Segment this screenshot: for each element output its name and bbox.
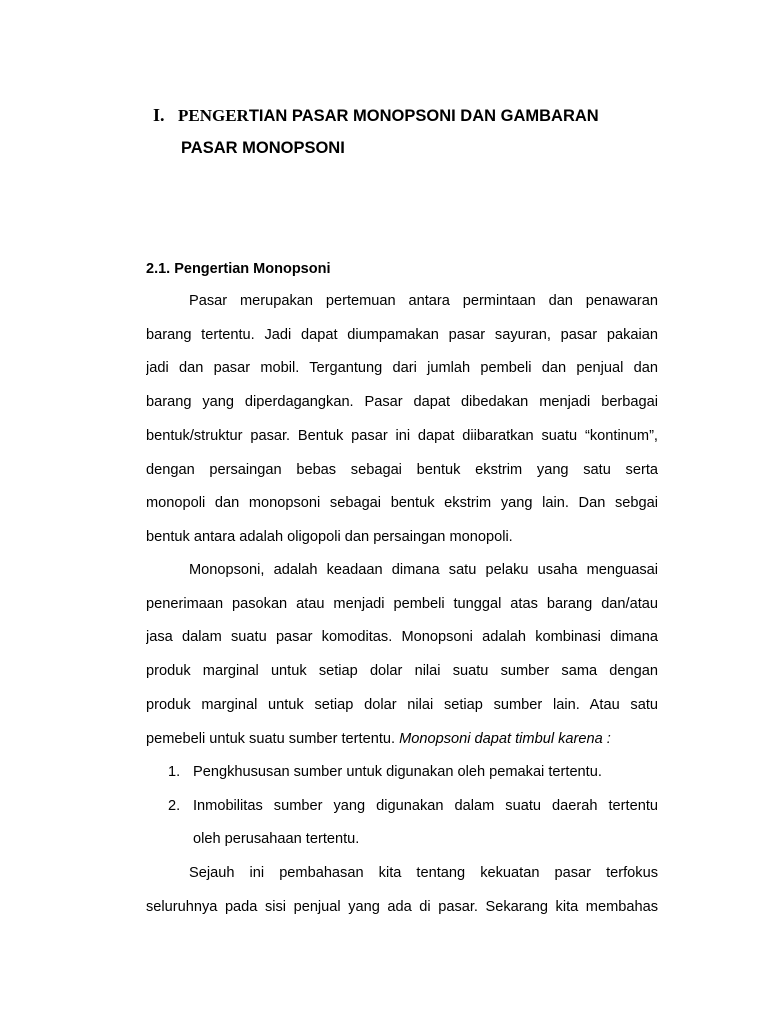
paragraph-line: produk marginal untuk setiap dolar nilai suatu sumber sama dengan: [146, 663, 658, 680]
list-item-text: Pengkhususan sumber untuk digunakan oleh pemakai tertentu.: [193, 764, 602, 780]
paragraph-line: Pasar merupakan pertemuan antara permintaan dan penawaran: [189, 293, 658, 309]
paragraph-line: Monopsoni, adalah keadaan dimana satu pelaku usaha menguasai: [189, 562, 658, 578]
paragraph-line: produk marginal untuk setiap dolar nilai setiap sumber lain. Atau satu: [146, 696, 658, 713]
paragraph-line-italic: Monopsoni dapat timbul karena :: [399, 730, 611, 747]
list-marker: 2.: [168, 797, 181, 814]
paragraph-line: [146, 723, 658, 757]
chapter-number: I.: [153, 105, 165, 125]
paragraph-line: dengan persaingan bebas sebagai bentuk ekstrim yang satu serta: [146, 461, 658, 478]
chapter-heading: [153, 100, 713, 163]
list-item-text: oleh perusahaan tertentu.: [193, 831, 360, 848]
chapter-title-serif-part: PENGER: [178, 106, 249, 125]
paragraph-line-plain: pemebeli untuk suatu sumber tertentu.: [146, 730, 400, 747]
paragraph-line: bentuk antara adalah oligopoli dan persaingan monopoli.: [146, 528, 513, 545]
list-item: [146, 790, 658, 857]
paragraph-line: penerimaan pasokan atau menjadi pembeli tunggal atas barang dan/atau: [146, 595, 658, 612]
ordered-list: [146, 756, 658, 857]
list-item: [146, 756, 658, 790]
paragraph-2: [146, 554, 658, 756]
paragraph-3: [146, 857, 658, 924]
paragraph-line: jadi dan pasar mobil. Tergantung dari jumlah pembeli dan penjual dan: [146, 360, 658, 377]
section-title: 2.1. Pengertian Monopsoni: [146, 261, 331, 277]
paragraph-line: bentuk/struktur pasar. Bentuk pasar ini dapat diibaratkan suatu “kontinum”,: [146, 427, 658, 444]
chapter-title-line2: PASAR MONOPSONI: [181, 139, 345, 157]
paragraph-line: seluruhnya pada sisi penjual yang ada di pasar. Sekarang kita membahas: [146, 898, 658, 915]
paragraph-line: barang tertentu. Jadi dapat diumpamakan pasar sayuran, pasar pakaian: [146, 326, 658, 343]
list-marker: 1.: [168, 764, 181, 780]
paragraph-1: [146, 285, 658, 555]
chapter-title-rest: TIAN PASAR MONOPSONI DAN GAMBARAN: [248, 107, 599, 125]
paragraph-line: barang yang diperdagangkan. Pasar dapat dibedakan menjadi berbagai: [146, 394, 658, 411]
list-item-text: Inmobilitas sumber yang digunakan dalam suatu daerah tertentu: [193, 797, 658, 814]
paragraph-line: Sejauh ini pembahasan kita tentang kekuatan pasar terfokus: [189, 865, 658, 881]
paragraph-line: monopoli dan monopsoni sebagai bentuk ekstrim yang lain. Dan sebgai: [146, 495, 658, 512]
paragraph-line: jasa dalam suatu pasar komoditas. Monopsoni adalah kombinasi dimana: [146, 629, 658, 646]
